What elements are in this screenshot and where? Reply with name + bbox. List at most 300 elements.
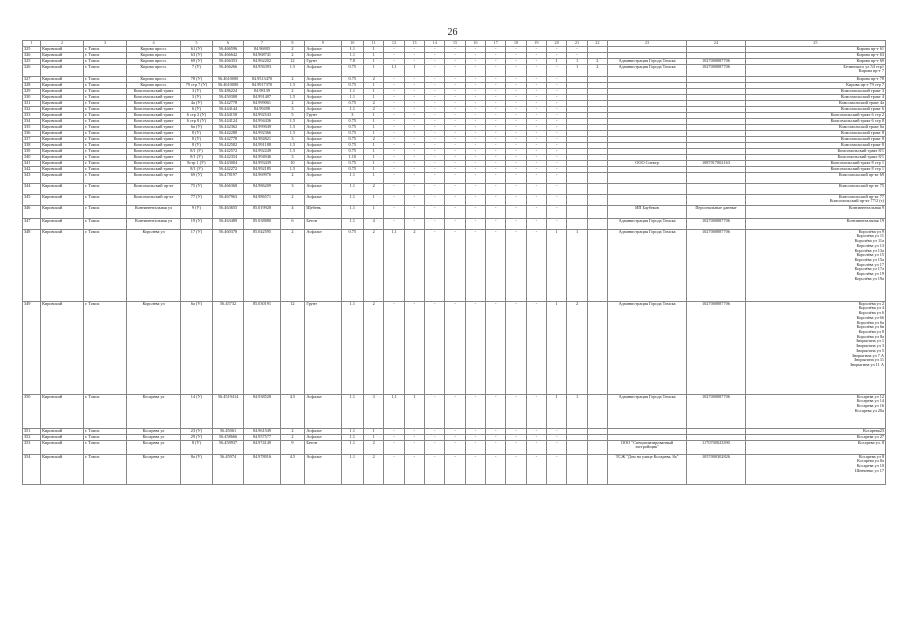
table-cell: -	[486, 124, 506, 130]
table-cell: -	[465, 205, 485, 218]
table-cell: -	[506, 194, 526, 205]
table-cell: 84.992185	[244, 166, 280, 172]
table-cell: г. Томск	[83, 454, 126, 484]
table-cell: -	[384, 124, 404, 130]
table-cell: -	[404, 160, 424, 166]
table-cell: -	[526, 124, 546, 130]
table-cell: Комсомольский пр-кт 77 Комсомольский пр-кт 77/2 (т)	[745, 194, 885, 205]
header-cell: 23	[608, 41, 687, 47]
table-cell: 1	[364, 64, 384, 76]
header-cell: 13	[404, 41, 424, 47]
table-cell: -	[465, 64, 485, 76]
table-cell: 84.986209	[244, 183, 280, 194]
table-cell: 1170700023390	[687, 440, 746, 454]
table-cell: Асфальт	[305, 229, 341, 301]
table-cell: Комсомольский тракт	[126, 88, 180, 94]
table-cell: 12	[280, 58, 305, 64]
table-cell: Асфальт	[305, 434, 341, 440]
table-cell: 1027000887706	[687, 229, 746, 301]
table-cell: -	[445, 100, 465, 106]
table-cell: 344	[23, 183, 41, 194]
table-cell: -	[526, 205, 546, 218]
table-cell: Кировский	[41, 118, 84, 124]
table-cell: -	[486, 434, 506, 440]
table-row	[23, 183, 886, 194]
table-cell: 84.956393	[244, 64, 280, 76]
table-cell: Косарева ул	[126, 440, 180, 454]
table-cell: Комсомольский тракт	[126, 160, 180, 166]
table-cell: 14 (У)	[181, 394, 213, 428]
table-cell: г. Томск	[83, 301, 126, 394]
table-cell: Комсомольский тракт 4а	[745, 100, 885, 106]
table-cell: г. Томск	[83, 82, 126, 88]
table-cell: -	[547, 205, 567, 218]
table-cell: -	[445, 301, 465, 394]
table-cell: 2	[364, 440, 384, 454]
table-cell: 1	[567, 229, 587, 301]
table-cell: 1	[364, 194, 384, 205]
table-cell: 0.75	[341, 136, 364, 142]
header-cell: 1	[23, 41, 41, 47]
table-cell: 2	[280, 194, 305, 205]
table-cell: -	[526, 76, 546, 82]
table-cell: -	[404, 194, 424, 205]
table-cell: -	[425, 205, 445, 218]
table-cell: -	[425, 100, 445, 106]
table-cell: Грунт	[305, 112, 341, 118]
table-cell: Кировский	[41, 154, 84, 160]
table-cell: -	[425, 166, 445, 172]
table-cell	[567, 194, 587, 205]
header-cell: 21	[567, 41, 587, 47]
table-cell: -	[526, 82, 546, 88]
table-cell: -	[547, 118, 567, 124]
table-cell: -	[445, 154, 465, 160]
table-cell: 0.75	[341, 124, 364, 130]
table-cell: 2	[280, 434, 305, 440]
table-cell: 5	[280, 112, 305, 118]
table-cell: 3	[364, 394, 384, 428]
table-cell: -	[404, 154, 424, 160]
table-cell: -	[526, 148, 546, 154]
table-cell: 1027000887706	[687, 394, 746, 428]
table-cell: Комсомольский пр-кт	[126, 194, 180, 205]
table-cell: Кировский	[41, 112, 84, 118]
table-cell: Комсомольский тракт	[126, 166, 180, 172]
table-cell: 1	[567, 64, 587, 76]
table-cell: г. Томск	[83, 124, 126, 130]
table-cell: Грунт	[305, 301, 341, 394]
table-cell: 1027000887706	[687, 218, 746, 229]
table-cell: Асфальт	[305, 130, 341, 136]
table-cell: Кировский	[41, 100, 84, 106]
table-cell: 84.984821	[244, 136, 280, 142]
table-cell: -	[486, 46, 506, 52]
table-cell: 56.442354	[212, 154, 244, 160]
table-cell: 8/1 (У)	[181, 148, 213, 154]
table-cell: -	[547, 148, 567, 154]
table-cell	[587, 301, 607, 394]
table-cell: Асфальт	[305, 194, 341, 205]
table-cell: -	[506, 166, 526, 172]
table-cell: 1.1	[341, 301, 364, 394]
table-cell: 84.99498	[244, 106, 280, 112]
table-cell: Кировский	[41, 88, 84, 94]
table-cell: -	[404, 142, 424, 148]
table-cell	[587, 172, 607, 183]
table-cell: -	[486, 183, 506, 194]
table-cell: 4.5	[280, 394, 305, 428]
table-cell: г. Томск	[83, 52, 126, 58]
table-cell: 69 (У)	[181, 58, 213, 64]
table-body	[23, 46, 886, 484]
table-cell: Асфальт	[305, 88, 341, 94]
table-cell: -	[506, 52, 526, 58]
table-cell: Кировский	[41, 229, 84, 301]
table-cell: Администрация Города Томска	[608, 64, 687, 76]
table-cell: Асфальт	[305, 394, 341, 428]
header-cell: 12	[384, 41, 404, 47]
table-cell: -	[384, 428, 404, 434]
table-cell: 1	[567, 394, 587, 428]
table-cell: -	[445, 136, 465, 142]
table-cell: 342	[23, 166, 41, 172]
table-cell: -	[445, 52, 465, 58]
table-cell: -	[547, 76, 567, 82]
table-cell: 325	[23, 58, 41, 64]
table-cell: 56.442778	[212, 100, 244, 106]
header-cell: 10	[341, 41, 364, 47]
header-cell: 3	[83, 41, 126, 47]
table-cell: 8 (У)	[181, 136, 213, 142]
table-cell: -	[547, 124, 567, 130]
table-cell: Асфальт	[305, 82, 341, 88]
table-cell: 1	[364, 166, 384, 172]
table-cell: -	[547, 64, 567, 76]
table-cell: 338	[23, 142, 41, 148]
table-cell: 23 (У)	[181, 428, 213, 434]
table-cell: -	[526, 154, 546, 160]
table-cell: -	[486, 94, 506, 100]
table-cell: 1.5	[280, 130, 305, 136]
table-cell: 350	[23, 394, 41, 428]
table-cell: Комсомольский тракт	[126, 148, 180, 154]
table-cell: -	[384, 106, 404, 112]
table-cell: 351	[23, 428, 41, 434]
table-cell: 6 (У)	[181, 106, 213, 112]
table-cell: Кирова просп.	[126, 82, 180, 88]
table-cell: -	[526, 172, 546, 183]
table-cell: Кирова просп.	[126, 52, 180, 58]
table-cell: Бетон	[305, 218, 341, 229]
table-cell: 85.038880	[244, 218, 280, 229]
table-cell: 348	[23, 229, 41, 301]
table-cell: -	[465, 166, 485, 172]
table-cell: -	[486, 130, 506, 136]
table-cell: Косарева ул	[126, 434, 180, 440]
table-cell: 1	[364, 52, 384, 58]
table-cell: 9 (У)	[181, 205, 213, 218]
table-cell: 84.992543	[244, 112, 280, 118]
table-cell: -	[465, 52, 485, 58]
table-cell: -	[506, 112, 526, 118]
table-cell	[587, 229, 607, 301]
table-cell: -	[486, 194, 506, 205]
table-cell: 349	[23, 301, 41, 394]
table-cell: 2	[364, 229, 384, 301]
table-cell: 0.75	[341, 142, 364, 148]
table-cell: 84.957577	[244, 434, 280, 440]
table-cell: -	[404, 112, 424, 118]
table-cell: Комсомольский тракт 6	[745, 106, 885, 112]
table-cell	[587, 454, 607, 484]
table-cell: Асфальт	[305, 94, 341, 100]
table-cell: Кировский	[41, 205, 84, 218]
table-cell: -	[486, 229, 506, 301]
table-cell: 6а (У)	[181, 301, 213, 394]
table-cell: Континентальная ул	[126, 218, 180, 229]
table-cell: -	[465, 172, 485, 183]
table-cell: -	[465, 194, 485, 205]
table-cell: -	[445, 428, 465, 434]
table-cell: 84.968741	[244, 52, 280, 58]
table-cell: -	[425, 46, 445, 52]
header-cell: 22	[587, 41, 607, 47]
table-cell: 2	[280, 52, 305, 58]
table-cell: ИП Баубеков	[608, 205, 687, 218]
table-cell: -	[486, 106, 506, 112]
table-cell: -	[404, 124, 424, 130]
table-cell: 84.991407	[244, 94, 280, 100]
table-cell: 56.466642	[212, 52, 244, 58]
table-cell: -	[425, 172, 445, 183]
table-cell: -	[445, 148, 465, 154]
table-cell: 340	[23, 154, 41, 160]
table-cell: 84.991188	[244, 142, 280, 148]
table-cell: -	[547, 112, 567, 118]
table-cell: 1	[364, 428, 384, 434]
table-cell: 84.999049	[244, 124, 280, 130]
table-cell: Кировский	[41, 301, 84, 394]
table-cell: 78 (У)	[181, 76, 213, 82]
table-cell: 3 (У)	[181, 88, 213, 94]
table-cell: 1.1	[341, 88, 364, 94]
table-cell: -	[526, 130, 546, 136]
table-cell: Кировский	[41, 94, 84, 100]
table-cell: -	[547, 142, 567, 148]
table-cell: г. Томск	[83, 154, 126, 160]
table-cell: 84.938528	[244, 394, 280, 428]
table-cell	[587, 205, 607, 218]
table-row	[23, 229, 886, 301]
table-cell: -	[404, 100, 424, 106]
table-cell: Комсомольский тракт 4	[745, 94, 885, 100]
table-row	[23, 64, 886, 76]
header-cell: 9	[305, 41, 341, 47]
table-cell: Комсомольский тракт 8 стр 1	[745, 166, 885, 172]
table-cell: 3	[341, 112, 364, 118]
table-cell: 1	[364, 130, 384, 136]
table-cell: 345	[23, 194, 41, 205]
table-cell: Кирова пр-т 61	[745, 46, 885, 52]
table-cell: Комсомольский тракт 8	[745, 130, 885, 136]
table-cell: Кировский	[41, 76, 84, 82]
table-cell: 3	[280, 106, 305, 112]
table-cell: -	[486, 58, 506, 64]
table-cell: -	[445, 142, 465, 148]
table-cell: -	[445, 94, 465, 100]
table-cell: -	[425, 454, 445, 484]
table-cell: -	[465, 454, 485, 484]
data-table	[22, 40, 886, 485]
table-cell: 2	[587, 58, 607, 64]
table-cell: 29 (У)	[181, 434, 213, 440]
table-cell: Комсомольский тракт	[126, 130, 180, 136]
table-cell: Кировский	[41, 46, 84, 52]
table-cell: 1	[364, 118, 384, 124]
table-cell: 17 (У)	[181, 229, 213, 301]
table-cell: 1	[567, 58, 587, 64]
table-cell: -	[425, 440, 445, 454]
table-cell: -	[404, 440, 424, 454]
table-cell: Косарева ул	[126, 454, 180, 484]
table-cell: Комсомольский тракт 8	[745, 142, 885, 148]
table-cell: -	[506, 394, 526, 428]
table-cell: -	[425, 148, 445, 154]
table-cell: -	[425, 183, 445, 194]
table-cell: г. Томск	[83, 194, 126, 205]
table-cell: 6	[280, 218, 305, 229]
table-cell: -	[506, 148, 526, 154]
table-cell: -	[425, 112, 445, 118]
table-cell: Кировский	[41, 124, 84, 130]
table-cell: Персональные данные	[687, 205, 746, 218]
table-cell: Королёва ул 9 Королёва ул 11 Королёва ул 11а Королёва ул 13 Королёва ул 13а Королёва ул 15 Королёва ул 15а Королёва ул 17 Королёва ул 17а Королёва ул 19 Королёва ул 19а	[745, 229, 885, 301]
table-cell: -	[384, 82, 404, 88]
table-cell: -	[486, 52, 506, 58]
table-cell: Комсомольский тракт 6а	[745, 124, 885, 130]
table-cell: -	[486, 88, 506, 94]
table-cell: -	[526, 434, 546, 440]
table-cell: г. Томск	[83, 148, 126, 154]
table-cell	[587, 440, 607, 454]
table-cell: -	[445, 160, 465, 166]
table-cell: -	[547, 136, 567, 142]
table-cell: -	[526, 100, 546, 106]
table-cell: Комсомольский тракт	[126, 118, 180, 124]
table-cell: г. Томск	[83, 130, 126, 136]
table-cell: Комсомольский тракт 3	[745, 88, 885, 94]
table-cell: -	[547, 183, 567, 194]
header-cell: 20	[547, 41, 567, 47]
table-cell: 1	[364, 142, 384, 148]
table-cell: 56.458666	[212, 434, 244, 440]
table-cell: -	[445, 205, 465, 218]
table-cell: -	[547, 440, 567, 454]
table-cell: -	[506, 142, 526, 148]
table-cell: -	[506, 82, 526, 88]
table-cell: Кировский	[41, 130, 84, 136]
table-cell: 1	[364, 82, 384, 88]
table-cell: -	[506, 130, 526, 136]
table-cell: 352	[23, 434, 41, 440]
table-cell: 8/1 (У)	[181, 166, 213, 172]
table-cell: 0.75	[341, 100, 364, 106]
table-cell: 2	[364, 301, 384, 394]
table-cell: -	[486, 154, 506, 160]
table-cell: -	[425, 106, 445, 112]
table-cell: 331	[23, 100, 41, 106]
table-cell: 85.042595	[244, 229, 280, 301]
table-cell: -	[547, 218, 567, 229]
table-cell: -	[465, 118, 485, 124]
table-cell	[687, 183, 746, 194]
table-cell: Кировский	[41, 428, 84, 434]
table-cell: 0.75	[341, 64, 364, 76]
table-cell: -	[506, 64, 526, 76]
table-cell: г. Томск	[83, 205, 126, 218]
table-cell: -	[425, 218, 445, 229]
table-cell: -	[425, 434, 445, 440]
page-number: 26	[447, 27, 458, 38]
table-cell: Асфальт	[305, 154, 341, 160]
table-cell: -	[506, 160, 526, 166]
table-cell: г. Томск	[83, 106, 126, 112]
table-cell: -	[486, 118, 506, 124]
table-cell: -	[526, 58, 546, 64]
table-cell: 9	[280, 440, 305, 454]
table-cell: -	[445, 118, 465, 124]
table-cell: Кирова пр-т 79 стр 7	[745, 82, 885, 88]
table-cell: 56.467963	[212, 194, 244, 205]
table-cell: -	[486, 82, 506, 88]
table-cell: 0.75	[341, 130, 364, 136]
table-cell: 56.4610000	[212, 76, 244, 82]
table-cell: Косарева ул 27	[745, 434, 885, 440]
table-cell: Асфальт	[305, 148, 341, 154]
table-cell: 335	[23, 124, 41, 130]
table-cell: -	[404, 94, 424, 100]
table-cell: Кировский	[41, 136, 84, 142]
table-cell: 56.466266	[212, 64, 244, 76]
header-cell: 24	[687, 41, 746, 47]
table-cell: 56.443004	[212, 160, 244, 166]
table-cell: -	[486, 301, 506, 394]
table-cell: 1	[364, 124, 384, 130]
table-cell: 341	[23, 160, 41, 166]
table-cell: -	[445, 82, 465, 88]
table-cell: -	[465, 183, 485, 194]
table-cell: Кировский	[41, 82, 84, 88]
header-cell: 5	[181, 41, 213, 47]
header-cell: 17	[486, 41, 506, 47]
table-cell: 6 стр 2 (У)	[181, 112, 213, 118]
table-cell: 56.444124	[212, 118, 244, 124]
table-cell	[687, 194, 746, 205]
table-cell: -	[506, 229, 526, 301]
table-cell: Кировский	[41, 194, 84, 205]
table-cell: Кирова просп.	[126, 76, 180, 82]
table-cell: Комсомольский тракт	[126, 154, 180, 160]
table-cell: Асфальт	[305, 118, 341, 124]
table-row	[23, 394, 886, 428]
table-cell: 1.5	[280, 82, 305, 88]
table-cell: -	[425, 88, 445, 94]
table-cell: г. Томск	[83, 142, 126, 148]
table-cell: -	[506, 100, 526, 106]
header-cell: 7	[244, 41, 280, 47]
table-cell: Комсомольский тракт	[126, 94, 180, 100]
